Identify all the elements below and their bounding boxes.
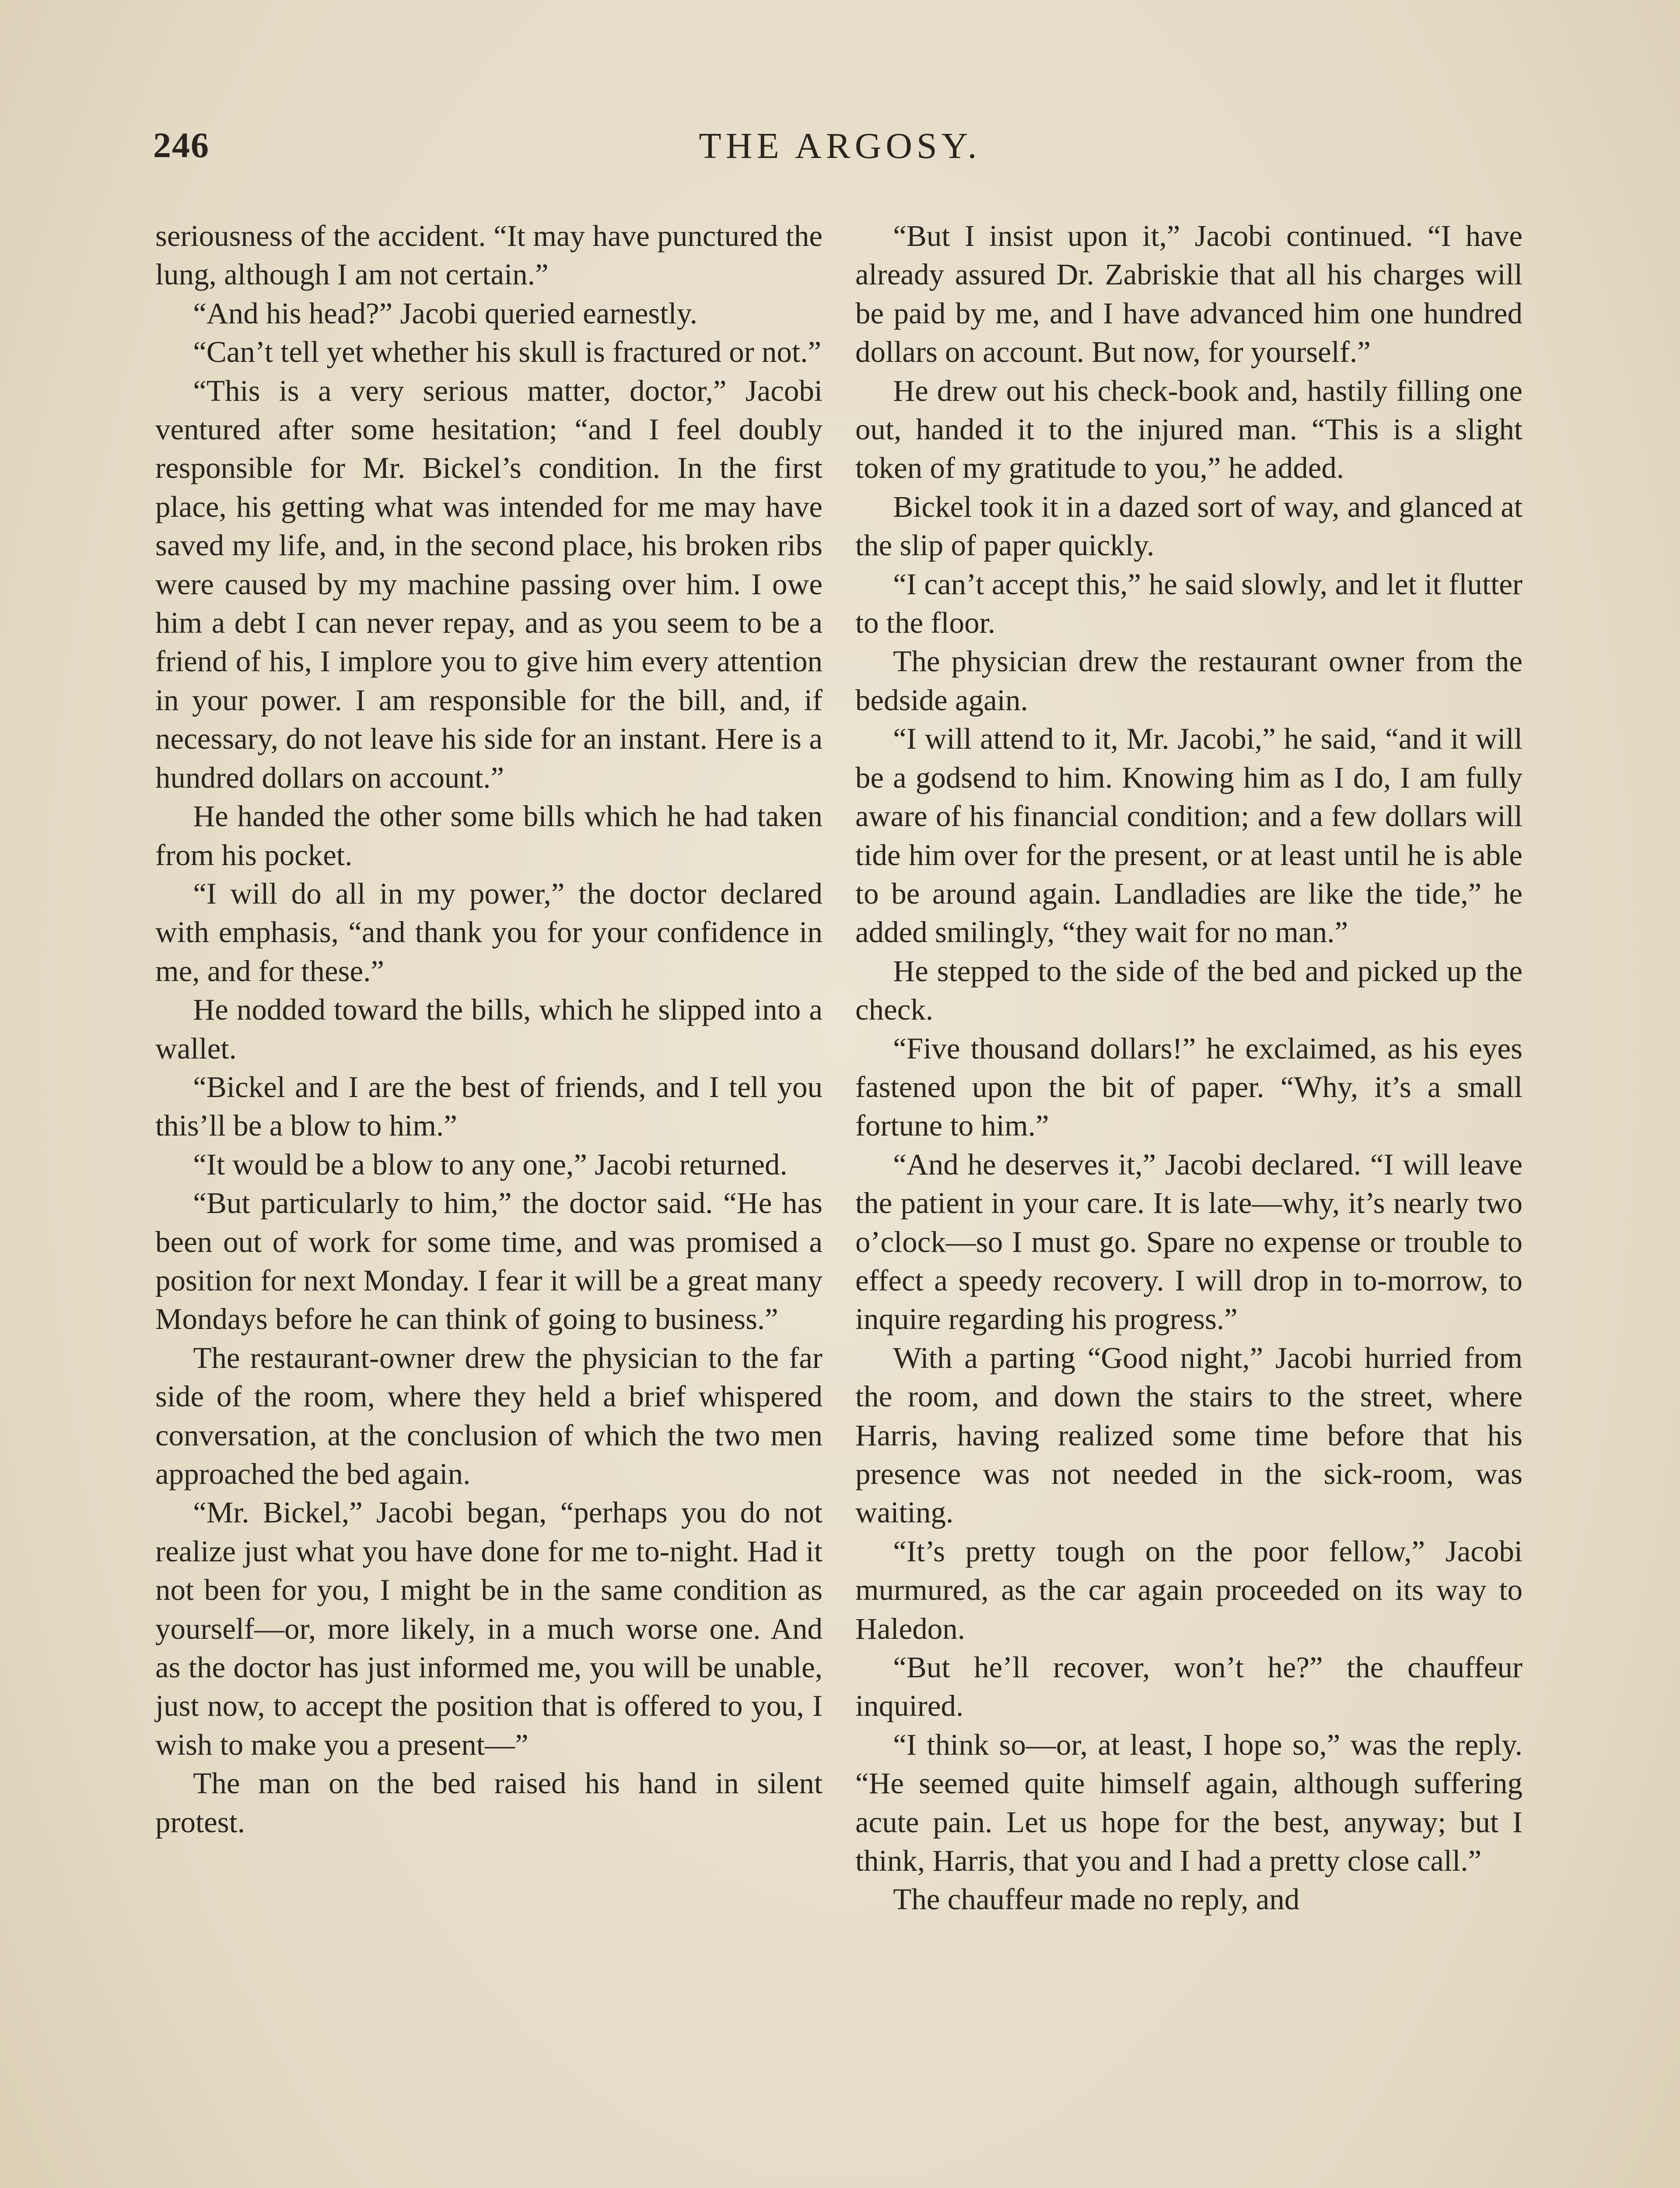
paragraph: “It would be a blow to any one,” Jacobi returned. — [193, 1147, 788, 1181]
paragraph: “It’s pretty tough on the poor fellow,” Jacobi murmured, as the car again proceeded on its way to Haledon. — [855, 1534, 1522, 1645]
right-column — [855, 217, 1522, 1919]
paragraph: With a parting “Good night,” Jacobi hurried from the room, and down the stairs to the street, where Harris, having realized some time before that his presence was not needed in the sick-room, was waiting. — [855, 1341, 1522, 1529]
paragraph: “Bickel and I are the best of friends, and I tell you this’ll be a blow to him.” — [155, 1070, 822, 1143]
paragraph: “This is a very serious matter, doctor,” Jacobi ventured after some hesitation; “and I feel doubly responsible for Mr. Bickel’s condition. In the first place, his getting what was intended for me may have saved my life, and, in the second place, his broken ribs were caused by my machine passing over him. I owe him a debt I can never repay, and as you seem to be a friend of his, I implore you to give him every attention in your power. I am responsible for the bill, and, if necessary, do not leave his side for an instant. Here is a hundred dollars on account.” — [155, 374, 822, 794]
paragraph: The physician drew the restaurant owner from the bedside again. — [855, 645, 1522, 717]
paragraph: “Five thousand dollars!” he exclaimed, as his eyes fastened upon the bit of paper. “Why, it’s a small fortune to him.” — [855, 1031, 1522, 1143]
page-number: 246 — [153, 125, 210, 165]
paragraph: “I think so—or, at least, I hope so,” was the reply. “He seemed quite himself again, although suffering acute pain. Let us hope for the best, anyway; but I think, Harris, that you and I had a pretty close call.” — [855, 1728, 1522, 1878]
paragraph: seriousness of the accident. “It may have punctured the lung, although I am not certain.” — [155, 219, 822, 291]
paragraph: He drew out his check-book and, hastily filling one out, handed it to the injured man. “This is a slight token of my gratitude to you,” he added. — [855, 374, 1522, 485]
paragraph: “Mr. Bickel,” Jacobi began, “perhaps you do not realize just what you have done for me to-night. Had it not been for you, I might be in the same condition as yourself—or, more likely, in a much worse one. And as the doctor has just informed me, you will be unable, just now, to accept the position that is offered to you, I wish to make you a present—” — [155, 1496, 822, 1761]
paragraph: Bickel took it in a dazed sort of way, and glanced at the slip of paper quickly. — [855, 490, 1522, 562]
paragraph: He nodded toward the bills, which he slipped into a wallet. — [155, 993, 822, 1065]
left-column — [155, 217, 822, 1841]
paragraph: “Can’t tell yet whether his skull is fractured or not.” — [193, 335, 822, 369]
running-head: THE ARGOSY. — [699, 126, 981, 166]
paragraph: “And he deserves it,” Jacobi declared. “I will leave the patient in your care. It is late—why, it’s nearly two o’clock—so I must go. Spare no expense or trouble to effect a speedy recovery. I will drop in to-morrow, to inquire regarding his progress.” — [855, 1147, 1522, 1336]
paragraph: He handed the other some bills which he had taken from his pocket. — [155, 799, 822, 872]
paragraph: “But particularly to him,” the doctor said. “He has been out of work for some time, and was promised a position for next Monday. I fear it will be a great many Mondays before he can think of going to business.” — [155, 1186, 822, 1336]
paragraph: He stepped to the side of the bed and picked up the check. — [855, 954, 1522, 1027]
paragraph: “I will do all in my power,” the doctor declared with emphasis, “and thank you for your confidence in me, and for these.” — [155, 877, 822, 988]
paragraph: “And his head?” Jacobi queried earnestly. — [193, 296, 697, 330]
page-header — [0, 125, 1680, 177]
paragraph: The man on the bed raised his hand in silent protest. — [155, 1767, 822, 1839]
paragraph: “I will attend to it, Mr. Jacobi,” he said, “and it will be a godsend to him. Knowing him as I do, I am fully aware of his financial condition; and a few dollars will tide him over for the present, or at least until he is able to be around again. Landladies are like the tide,” he added smilingly, “they wait for no man.” — [855, 722, 1522, 949]
paragraph: The chauffeur made no reply, and — [893, 1883, 1300, 1916]
paragraph: “But he’ll recover, won’t he?” the chauffeur inquired. — [855, 1651, 1522, 1723]
paragraph: “But I insist upon it,” Jacobi continued. “I have already assured Dr. Zabriskie that all his charges will be paid by me, and I have advanced him one hundred dollars on account. But now, for yourself.” — [855, 219, 1522, 369]
paragraph: “I can’t accept this,” he said slowly, and let it flutter to the floor. — [855, 567, 1522, 640]
paragraph: The restaurant-owner drew the physician to the far side of the room, where they held a brief whispered conversation, at the conclusion of which the two men approached the bed again. — [155, 1341, 822, 1490]
